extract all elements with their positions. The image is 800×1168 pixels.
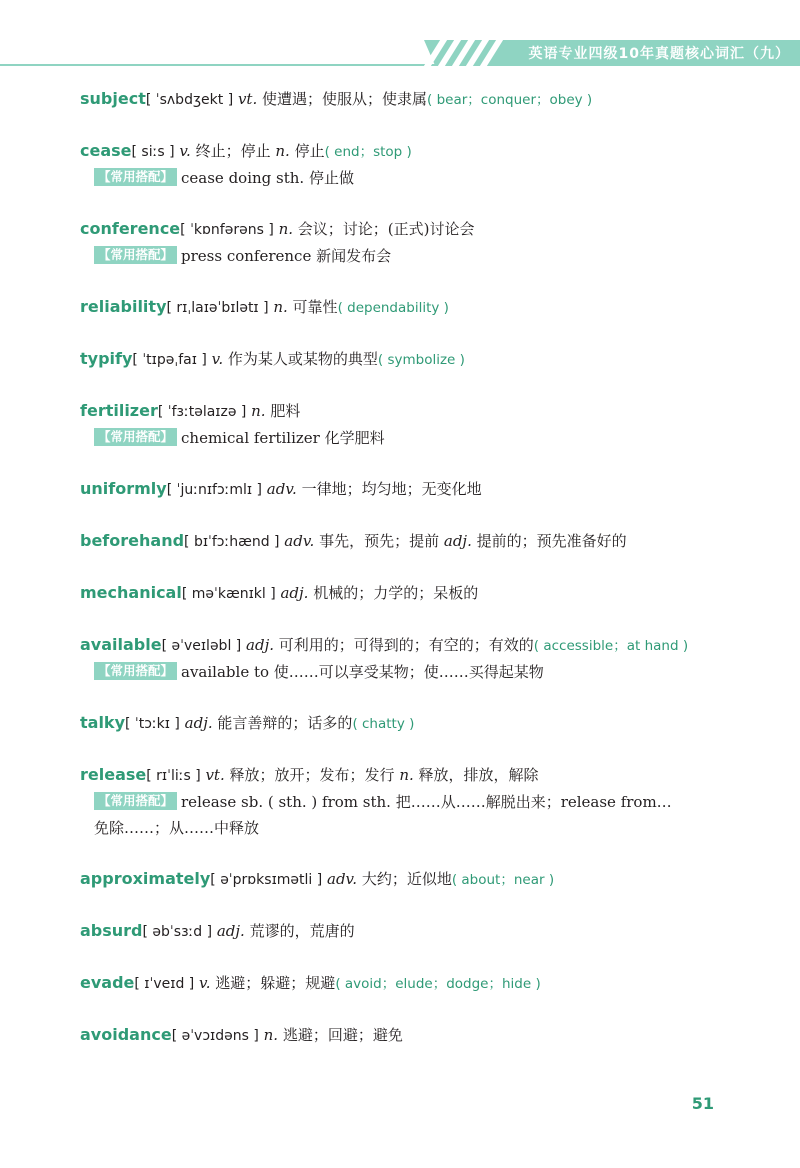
header-title: 英语专业四级10年真题核心词汇（九）	[528, 46, 790, 62]
entry-headline	[80, 216, 760, 243]
collocation-text: press conference 新闻发布会	[181, 247, 392, 265]
collocation-line	[94, 659, 760, 685]
vocab-entry	[80, 216, 760, 294]
entry-word: subject	[80, 89, 146, 108]
entry-pos: v.	[179, 142, 191, 160]
entry-synonyms: ( dependability )	[337, 300, 449, 316]
entry-synonyms: ( about；near )	[451, 872, 555, 888]
entry-definition: 可利用的；可得到的；有空的；有效的	[278, 636, 534, 654]
entry-pos: adj.	[443, 532, 472, 550]
collocation-text: release sb. ( sth. ) from sth. 把……从……解脱出来；release from…	[181, 793, 672, 811]
entry-definition: 使遭遇；使服从；使隶属	[262, 90, 428, 108]
entry-phonetic: [ əˈveɪləbl ]	[161, 638, 242, 654]
entry-headline	[80, 476, 760, 503]
entry-headline	[80, 138, 760, 165]
entry-phonetic: [ məˈkænɪkl ]	[181, 586, 276, 602]
entry-phonetic: [ ˈsʌbdʒekt ]	[145, 92, 234, 108]
entry-definition: 大约；近似地	[361, 870, 452, 888]
collocation-line	[94, 243, 760, 269]
entry-headline	[80, 528, 760, 555]
entry-word: avoidance	[80, 1025, 172, 1044]
collocation-line	[94, 789, 760, 815]
entry-definition: 释放；放开；发布；发行	[229, 766, 395, 784]
entry-phonetic: [ rɪˌlaɪəˈbɪlətɪ ]	[166, 300, 269, 316]
entry-headline	[80, 970, 760, 997]
entry-headline	[80, 866, 760, 893]
entry-pos: adv.	[266, 480, 297, 498]
entry-headline	[80, 580, 760, 607]
entry-synonyms: ( bear；conquer；obey )	[427, 92, 593, 108]
entry-pos: n.	[275, 142, 290, 160]
entry-word: available	[80, 635, 162, 654]
collocation-line	[94, 165, 760, 191]
entry-word: conference	[80, 219, 181, 238]
collocation-text: cease doing sth. 停止做	[181, 169, 354, 187]
collocation-badge: 【常用搭配】	[94, 792, 177, 810]
entry-definition: 可靠性	[292, 298, 338, 316]
entry-pos: adj.	[280, 584, 309, 602]
entry-phonetic: [ ˈtɔːkɪ ]	[125, 716, 180, 732]
vocabulary-list	[80, 86, 760, 1074]
entry-pos: vt.	[237, 90, 258, 108]
entry-definition: 终止；停止	[195, 142, 271, 160]
collocation-badge: 【常用搭配】	[94, 246, 177, 264]
entry-phonetic: [ əˈprɒksɪmətli ]	[210, 872, 323, 888]
entry-phonetic: [ ɪˈveɪd ]	[134, 976, 195, 992]
entry-phonetic: [ ˈtɪpəˌfaɪ ]	[132, 352, 207, 368]
entry-headline	[80, 398, 760, 425]
entry-definition: 释放，排放，解除	[418, 766, 539, 784]
entry-definition: 逃避；躲避；规避	[215, 974, 336, 992]
entry-definition: 事先，预先；提前	[319, 532, 440, 550]
vocab-entry	[80, 866, 760, 918]
entry-pos: adj.	[184, 714, 213, 732]
entry-headline	[80, 710, 760, 737]
entry-phonetic: [ ˈfɜːtəlaɪzə ]	[157, 404, 247, 420]
entry-word: mechanical	[80, 583, 182, 602]
entry-definition: 会议；讨论；(正式)讨论会	[297, 220, 475, 238]
vocab-entry	[80, 710, 760, 762]
entry-phonetic: [ rɪˈliːs ]	[146, 768, 201, 784]
vocab-entry	[80, 1022, 760, 1074]
collocation-badge: 【常用搭配】	[94, 168, 177, 186]
page-header	[0, 40, 800, 72]
entry-pos: n.	[263, 1026, 279, 1044]
entry-word: talky	[80, 713, 125, 732]
entry-synonyms: ( accessible；at hand )	[533, 638, 689, 654]
entry-headline	[80, 86, 760, 113]
entry-phonetic: [ əˈvɔɪdəns ]	[171, 1028, 259, 1044]
entry-phonetic: [ ˈjuːnɪfɔːmlɪ ]	[166, 482, 262, 498]
entry-phonetic: [ bɪˈfɔːhænd ]	[184, 534, 280, 550]
entry-word: beforehand	[80, 531, 185, 550]
entry-word: approximately	[80, 869, 211, 888]
entry-headline	[80, 762, 760, 789]
entry-word: reliability	[80, 297, 167, 316]
collocation-text: available to 使……可以享受某物；使……买得起某物	[181, 663, 544, 681]
entry-word: cease	[80, 141, 132, 160]
entry-pos: adv.	[327, 870, 358, 888]
entry-headline	[80, 294, 760, 321]
collocation-line	[94, 425, 760, 451]
vocab-entry	[80, 138, 760, 216]
vocab-entry	[80, 528, 760, 580]
vocab-entry	[80, 86, 760, 138]
entry-pos: v.	[199, 974, 211, 992]
page-number: 51	[691, 1094, 714, 1113]
entry-headline	[80, 918, 760, 945]
entry-phonetic: [ əbˈsɜːd ]	[142, 924, 213, 940]
collocation-badge: 【常用搭配】	[94, 428, 177, 446]
entry-pos: v.	[211, 350, 224, 368]
vocab-entry	[80, 346, 760, 398]
vocab-entry	[80, 970, 760, 1022]
entry-phonetic: [ ˈkɒnfərəns ]	[180, 222, 274, 238]
vocab-entry	[80, 580, 760, 632]
entry-pos: n.	[278, 220, 293, 238]
entry-definition: 机械的；力学的；呆板的	[313, 584, 479, 602]
entry-headline	[80, 1022, 760, 1049]
entry-phonetic: [ siːs ]	[131, 144, 175, 160]
entry-definition: 能言善辩的；话多的	[217, 714, 353, 732]
entry-definition: 一律地；均匀地；无变化地	[301, 480, 482, 498]
vocab-entry	[80, 632, 760, 710]
entry-pos: adj.	[216, 922, 245, 940]
entry-pos: adj.	[246, 636, 274, 654]
entry-definition: 作为某人或某物的典型	[227, 350, 378, 368]
entry-headline	[80, 632, 760, 659]
entry-synonyms: ( chatty )	[352, 716, 415, 732]
vocab-entry	[80, 398, 760, 476]
collocation-continuation	[80, 815, 760, 841]
entry-word: evade	[80, 973, 135, 992]
vocab-entry	[80, 762, 760, 866]
entry-pos: n.	[251, 402, 266, 420]
entry-headline	[80, 346, 760, 373]
entry-definition: 提前的；预先准备好的	[476, 532, 627, 550]
entry-synonyms: ( avoid；elude；dodge；hide )	[335, 976, 541, 992]
entry-definition: 肥料	[270, 402, 301, 420]
vocab-entry	[80, 918, 760, 970]
entry-word: absurd	[80, 921, 143, 940]
entry-word: release	[80, 765, 147, 784]
collocation-text: chemical fertilizer 化学肥料	[181, 429, 385, 447]
entry-synonyms: ( end；stop )	[324, 144, 412, 160]
entry-definition: 停止	[294, 142, 325, 160]
collocation-text: 免除……；从……中释放	[94, 819, 260, 837]
entry-pos: adv.	[284, 532, 315, 550]
collocation-badge: 【常用搭配】	[94, 662, 177, 680]
vocab-entry	[80, 476, 760, 528]
entry-pos: n.	[399, 766, 414, 784]
entry-word: typify	[80, 349, 133, 368]
entry-word: fertilizer	[80, 401, 158, 420]
entry-definition: 逃避；回避；避免	[282, 1026, 403, 1044]
entry-synonyms: ( symbolize )	[377, 352, 465, 368]
vocab-entry	[80, 294, 760, 346]
entry-definition: 荒谬的，荒唐的	[249, 922, 355, 940]
entry-word: uniformly	[80, 479, 167, 498]
entry-pos: vt.	[205, 766, 225, 784]
entry-pos: n.	[273, 298, 288, 316]
